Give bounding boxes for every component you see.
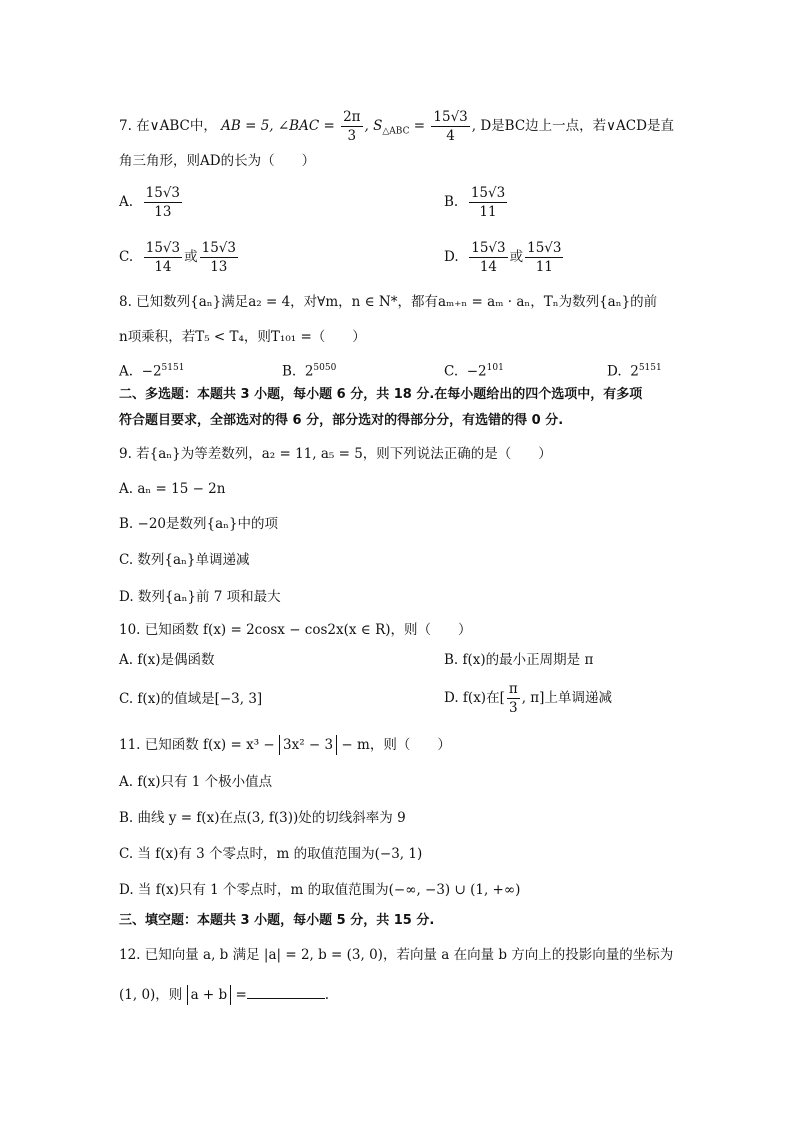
q9-option-d: D. 数列{aₙ}前 7 项和最大 (119, 589, 281, 605)
q7-option-a: A. $\frac{15√3}{13}$ (119, 185, 181, 220)
question-7-line-2: 角三角形，则AD的长为（ ） (119, 153, 316, 169)
q8-option-b: B. $2^{5050}$ (282, 363, 337, 380)
section-2-heading-line-1: 二、多选题：本题共 3 小题，每小题 6 分，共 18 分.在每小题给出的四个选项中，有多项 (119, 387, 643, 402)
question-text: , S (364, 118, 383, 134)
question-12-line-2: (1, 0)，则 a + b = . (119, 984, 329, 1005)
q10-option-b: B. f(x)的最小正周期是 π (444, 652, 594, 668)
answer-blank[interactable] (247, 984, 325, 999)
section-3-heading: 三、填空题：本题共 3 小题，每小题 5 分，共 15 分. (119, 913, 435, 928)
question-text: , D是BC边上一点，若∨ACD是直 (471, 118, 674, 134)
q7-option-b: B. $\frac{15√3}{11}$ (444, 185, 506, 220)
q10-option-a: A. f(x)是偶函数 (119, 652, 215, 668)
fraction: $\frac{15√3}{4}$ (433, 109, 468, 144)
q8-option-d: D. $2^{5151}$ (607, 363, 662, 380)
question-text: 在∨ABC中， (136, 118, 217, 134)
question-11-stem: 11. 已知函数 f(x) = x³ − 3x² − 3 − m，则（ ） (119, 737, 451, 753)
q11-option-b: B. 曲线 y = f(x)在点(3, f(3))处的切线斜率为 9 (119, 810, 406, 826)
question-8-line-2: n项乘积，若T₅ < T₄，则T₁₀₁ =（ ） (119, 329, 366, 345)
section-2-heading-line-2: 符合题目要求，全部选对的得 6 分，部分选对的得部分分，有选错的得 0 分. (119, 413, 564, 428)
q11-option-a: A. f(x)只有 1 个极小值点 (119, 774, 273, 790)
question-9-stem: 9. 若{aₙ}为等差数列，a₂ = 11, a₅ = 5，则下列说法正确的是（ ） (119, 446, 552, 462)
q7-option-c: C. $\frac{15√3}{14}$ 或 $\frac{15√3}{13}$ (119, 240, 236, 275)
question-12-line-1: 12. 已知向量 a, b 满足 |a| = 2, b = (3, 0)，若向量 a 在向量 b 方向上的投影向量的坐标为 (119, 947, 674, 963)
q8-option-a: A. $-2^{5151}$ (119, 363, 185, 380)
question-10-stem: 10. 已知函数 f(x) = 2cosx − cos2x(x ∈ R)，则（ ） (119, 622, 472, 638)
q11-option-d: D. 当 f(x)只有 1 个零点时，m 的取值范围为(−∞, −3) ∪ (1, +∞) (119, 882, 521, 898)
q10-option-c: C. f(x)的值域是[−3, 3] (119, 691, 263, 707)
q9-option-b: B. −20是数列{aₙ}中的项 (119, 516, 279, 532)
q9-option-a: A. aₙ = 15 − 2n (119, 481, 226, 497)
q9-option-c: C. 数列{aₙ}单调递减 (119, 552, 250, 568)
fraction: $\frac{2\pi}{3}$ (343, 109, 361, 144)
q8-option-c: C. $-2^{101}$ (444, 363, 504, 380)
q10-option-d: D. f(x)在[ $\frac{\pi}{3}$ , π]上单调递减 (444, 681, 612, 716)
question-8-line-1: 8. 已知数列{aₙ}满足a₂ = 4，对∀m，n ∈ N*，都有aₘ₊ₙ = aₘ · aₙ，Tₙ为数列{aₙ}的前 (119, 294, 658, 310)
q7-option-d: D. $\frac{15√3}{14}$ 或 $\frac{15√3}{11}$ (444, 240, 562, 275)
question-7-line-1: 7. 在∨ABC中， AB = 5, ∠BAC = $\frac{2\pi}{3}$ , $S_{\triangle ABC}$ = $\frac{15√3}{4}$ , D是BC边上一点，若∨ACD是直 (119, 109, 674, 144)
question-text: AB = 5, ∠BAC = (221, 118, 335, 134)
question-number: 7. (119, 118, 132, 134)
q11-option-c: C. 当 f(x)有 3 个零点时，m 的取值范围为(−3, 1) (119, 846, 423, 862)
